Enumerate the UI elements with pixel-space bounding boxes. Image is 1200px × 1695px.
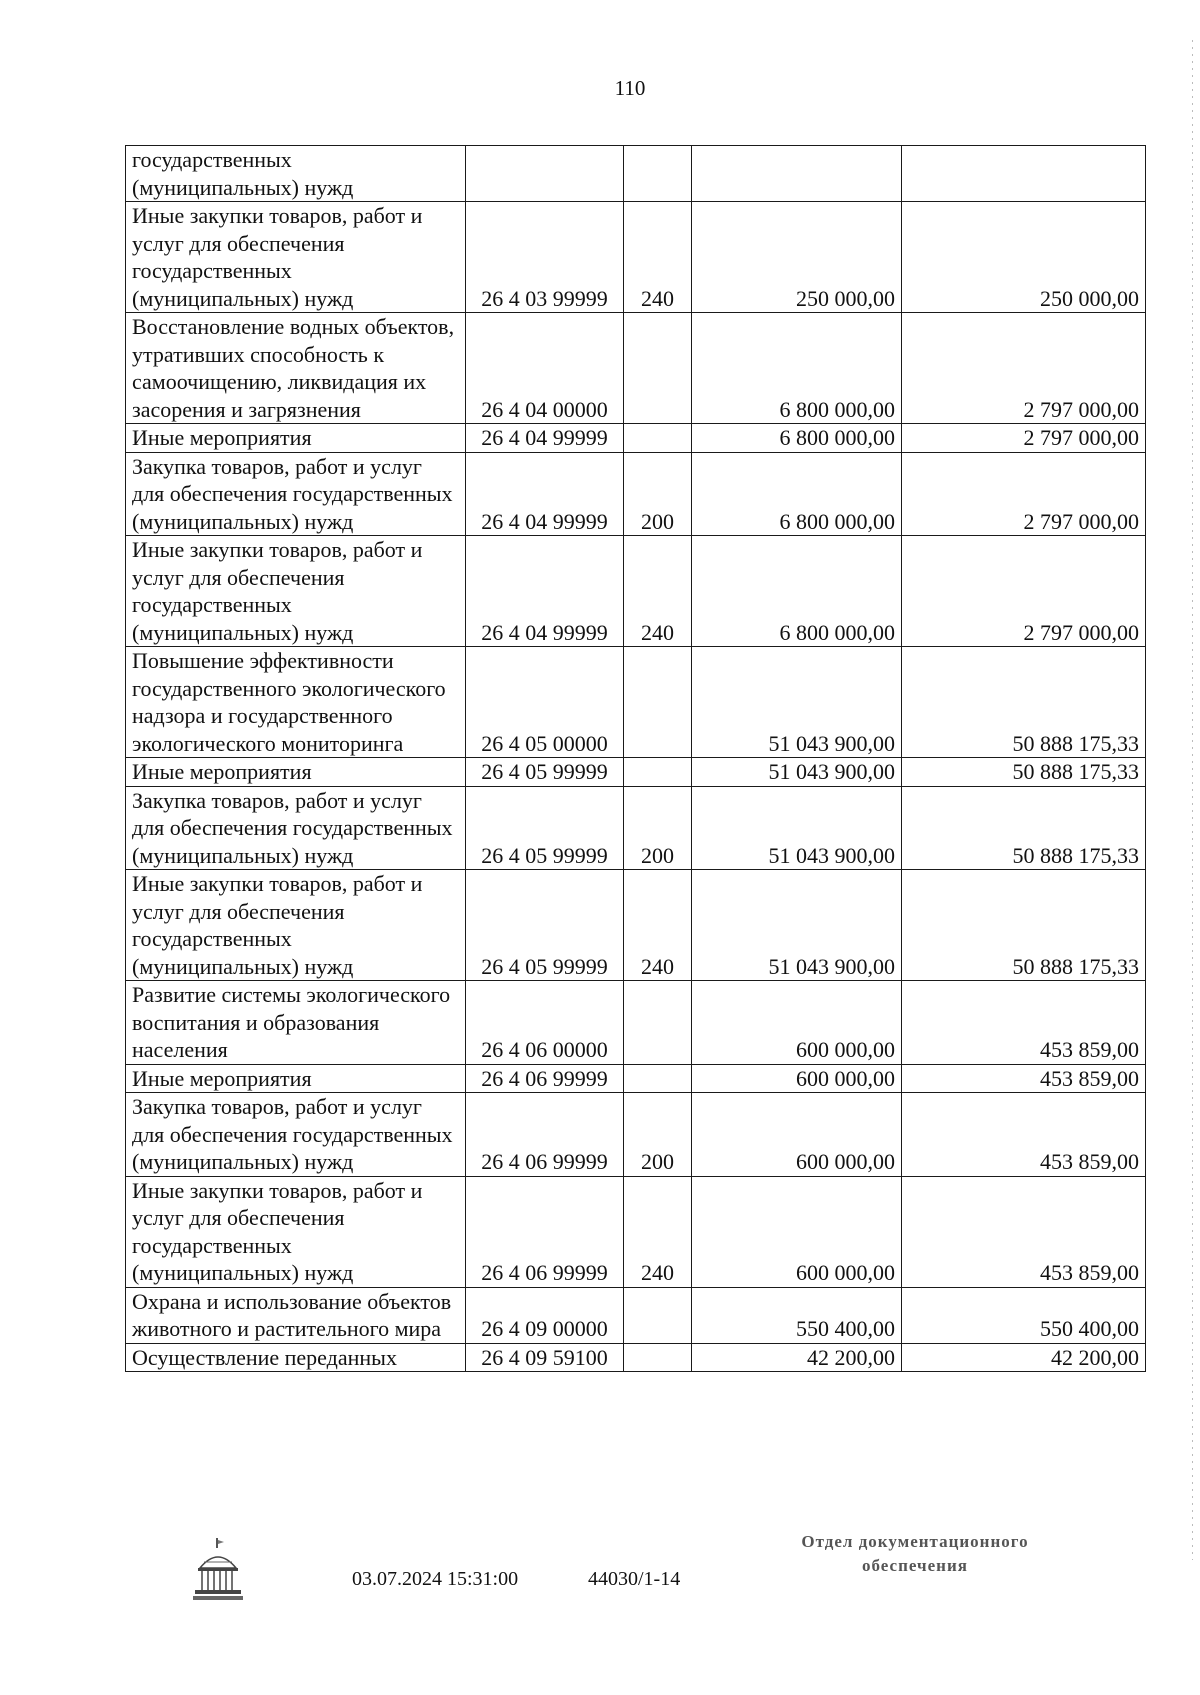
stamp-line-1: Отдел документационного [801,1532,1029,1551]
row-amount-2 [902,146,1146,202]
row-target-code: 26 4 05 99999 [466,786,624,870]
row-expense-type [624,1064,692,1093]
footer-datetime: 03.07.2024 15:31:00 [352,1568,519,1590]
row-name: Восстановление водных объектов, утративших способность к самоочищению, ликвидация их засорения и загрязнения [126,313,466,424]
table-row [126,452,1146,536]
table-row [126,981,1146,1065]
row-name: Иные закупки товаров, работ и услуг для обеспечения государственных (муниципальных) нужд [126,536,466,647]
row-amount-1: 51 043 900,00 [692,786,902,870]
table-row [126,647,1146,758]
table-row [126,202,1146,313]
row-name: Иные закупки товаров, работ и услуг для обеспечения государственных (муниципальных) нужд [126,870,466,981]
row-amount-1: 600 000,00 [692,1064,902,1093]
row-expense-type: 240 [624,536,692,647]
table-row [126,424,1146,453]
row-expense-type: 240 [624,202,692,313]
row-name: Развитие системы экологического воспитания и образования населения [126,981,466,1065]
row-amount-2: 2 797 000,00 [902,424,1146,453]
table-row [126,1343,1146,1372]
row-name: Закупка товаров, работ и услуг для обеспечения государственных (муниципальных) нужд [126,452,466,536]
row-expense-type: 200 [624,1093,692,1177]
row-expense-type [624,758,692,787]
row-amount-2: 2 797 000,00 [902,536,1146,647]
row-amount-1: 51 043 900,00 [692,870,902,981]
row-amount-2: 2 797 000,00 [902,313,1146,424]
row-amount-2: 453 859,00 [902,1093,1146,1177]
row-amount-1: 6 800 000,00 [692,313,902,424]
row-amount-2: 2 797 000,00 [902,452,1146,536]
row-amount-2: 250 000,00 [902,202,1146,313]
row-target-code: 26 4 06 99999 [466,1064,624,1093]
row-amount-2: 550 400,00 [902,1287,1146,1343]
table-row [126,1093,1146,1177]
row-name: Повышение эффективности государственного экологического надзора и государственного экологического мониторинга [126,647,466,758]
row-amount-2: 50 888 175,33 [902,758,1146,787]
row-expense-type: 240 [624,870,692,981]
row-amount-2: 50 888 175,33 [902,870,1146,981]
row-expense-type [624,313,692,424]
row-expense-type [624,981,692,1065]
row-name: Закупка товаров, работ и услуг для обеспечения государственных (муниципальных) нужд [126,786,466,870]
row-target-code: 26 4 05 99999 [466,758,624,787]
row-amount-1: 250 000,00 [692,202,902,313]
table-row [126,536,1146,647]
row-amount-1 [692,146,902,202]
row-target-code: 26 4 09 59100 [466,1343,624,1372]
row-amount-1: 42 200,00 [692,1343,902,1372]
row-target-code: 26 4 06 99999 [466,1093,624,1177]
row-target-code: 26 4 05 00000 [466,647,624,758]
row-target-code: 26 4 03 99999 [466,202,624,313]
row-name: Иные мероприятия [126,1064,466,1093]
row-target-code: 26 4 04 00000 [466,313,624,424]
table-row [126,1176,1146,1287]
row-target-code: 26 4 04 99999 [466,424,624,453]
row-name: Охрана и использование объектов животного и растительного мира [126,1287,466,1343]
row-target-code: 26 4 06 99999 [466,1176,624,1287]
duma-building-emblem-icon [192,1538,244,1602]
row-amount-1: 51 043 900,00 [692,758,902,787]
table-row [126,1064,1146,1093]
footer-reg-number: 44030/1-14 [588,1568,681,1590]
row-amount-1: 51 043 900,00 [692,647,902,758]
row-target-code: 26 4 04 99999 [466,452,624,536]
row-target-code: 26 4 09 00000 [466,1287,624,1343]
row-amount-1: 550 400,00 [692,1287,902,1343]
row-amount-1: 600 000,00 [692,1093,902,1177]
row-name: Иные закупки товаров, работ и услуг для обеспечения государственных (муниципальных) нужд [126,202,466,313]
scan-edge-artifact [1191,40,1194,1560]
stamp-line-2: обеспечения [862,1556,968,1575]
table-row [126,313,1146,424]
row-name: государственных (муниципальных) нужд [126,146,466,202]
row-amount-2: 453 859,00 [902,1064,1146,1093]
row-target-code: 26 4 06 00000 [466,981,624,1065]
row-expense-type [624,424,692,453]
row-amount-1: 600 000,00 [692,981,902,1065]
table-row [126,870,1146,981]
row-name: Иные мероприятия [126,424,466,453]
row-name: Иные мероприятия [126,758,466,787]
row-expense-type [624,146,692,202]
row-amount-1: 6 800 000,00 [692,536,902,647]
table-row [126,146,1146,202]
row-expense-type: 240 [624,1176,692,1287]
row-name: Закупка товаров, работ и услуг для обеспечения государственных (муниципальных) нужд [126,1093,466,1177]
row-amount-2: 50 888 175,33 [902,647,1146,758]
budget-table [125,145,1146,1372]
table-body [126,146,1146,1372]
row-name: Иные закупки товаров, работ и услуг для обеспечения государственных (муниципальных) нужд [126,1176,466,1287]
row-amount-2: 453 859,00 [902,981,1146,1065]
row-amount-2: 453 859,00 [902,1176,1146,1287]
table-row [126,786,1146,870]
row-expense-type [624,1343,692,1372]
row-amount-2: 42 200,00 [902,1343,1146,1372]
row-expense-type [624,647,692,758]
row-name: Осуществление переданных [126,1343,466,1372]
row-target-code: 26 4 05 99999 [466,870,624,981]
row-amount-2: 50 888 175,33 [902,786,1146,870]
row-amount-1: 6 800 000,00 [692,424,902,453]
row-target-code [466,146,624,202]
row-amount-1: 6 800 000,00 [692,452,902,536]
row-expense-type [624,1287,692,1343]
row-target-code: 26 4 04 99999 [466,536,624,647]
department-stamp [770,1530,1060,1578]
page-number: 110 [614,76,646,100]
row-expense-type: 200 [624,786,692,870]
row-expense-type: 200 [624,452,692,536]
table-row [126,758,1146,787]
row-amount-1: 600 000,00 [692,1176,902,1287]
table-row [126,1287,1146,1343]
